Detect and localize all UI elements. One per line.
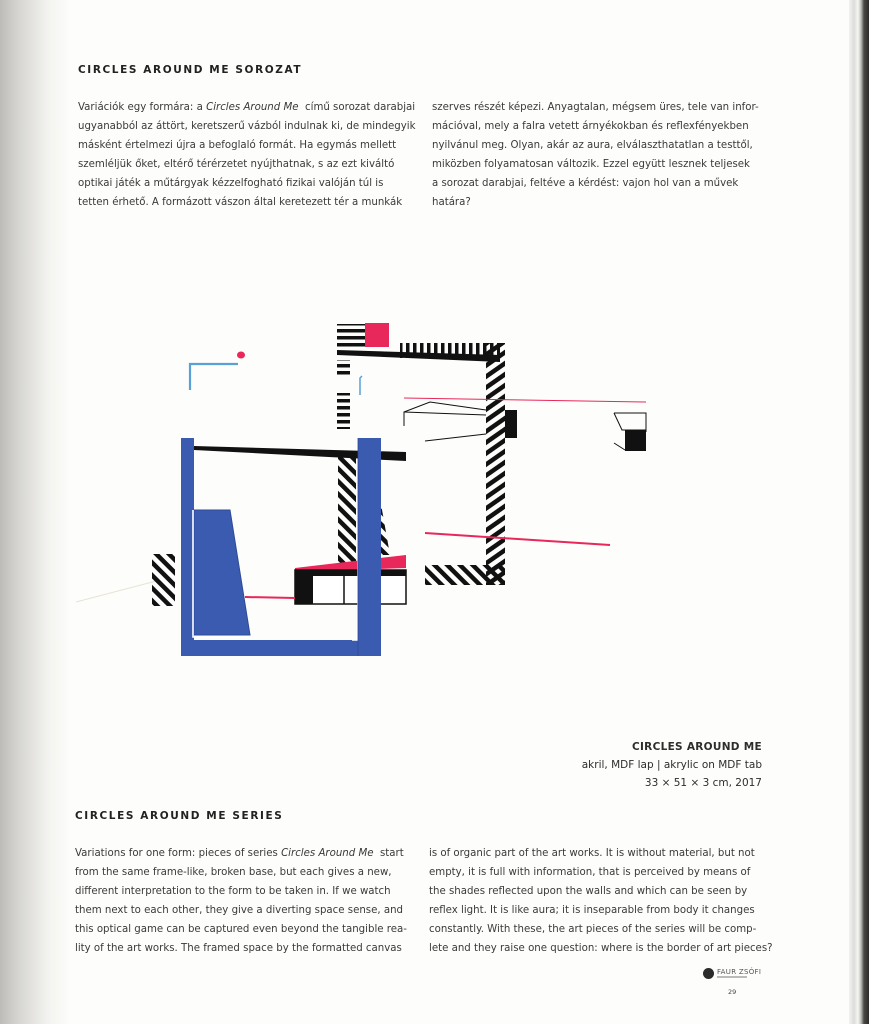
caption-medium: akril, MDF lap | akrylic on MDF tab <box>581 759 762 771</box>
text-line: szemléljük őket, eltérő térérzetet nyújthatnak, s az ezt kiváltó <box>78 159 395 170</box>
paragraph-en-col2 <box>429 844 773 958</box>
text-line: constantly. With these, the art pieces of the series will be comp- <box>429 924 757 935</box>
text-line: them next to each other, they give a diverting space sense, and <box>75 905 404 916</box>
paragraph-hu-col2 <box>432 98 759 212</box>
black-block <box>505 410 517 438</box>
pink-floor-line <box>245 597 295 598</box>
striped-bottom-bar <box>425 565 505 585</box>
wall-shadow-line <box>76 580 160 602</box>
text-line: Variációk egy formára: a Circles Around Me című sorozat darabjai <box>78 102 416 113</box>
text-line: this optical game can be captured even beyond the tangible rea- <box>75 924 407 935</box>
page-edge <box>849 0 869 1024</box>
pink-line <box>425 533 610 545</box>
cube-black-face <box>625 430 646 451</box>
striped-left-stub-2 <box>337 393 350 429</box>
paragraph-en-col1 <box>75 844 407 958</box>
light-blue-tick <box>360 376 362 395</box>
text-line: different interpretation to the form to be taken in. If we watch <box>75 886 391 897</box>
text-line: Variations for one form: pieces of series Circles Around Me start <box>75 848 404 859</box>
text-line: from the same frame-like, broken base, but each gives a new, <box>75 867 392 878</box>
blue-right-post <box>358 438 381 656</box>
pink-dot <box>237 352 245 359</box>
text-line: másként értelmezi újra a befoglaló formát. Ha egymás mellett <box>78 140 397 151</box>
text-line: is of organic part of the art works. It is without material, but not <box>429 848 755 859</box>
pink-square <box>365 323 389 347</box>
striped-middle-column <box>338 455 356 570</box>
page-gutter-shadow <box>0 0 70 1024</box>
logo-subtitle <box>717 976 747 978</box>
text-line: szerves részét képezi. Anyagtalan, mégsem üres, tele van infor- <box>432 102 759 113</box>
section-heading-hu: CIRCLES AROUND ME SOROZAT <box>78 64 303 76</box>
text-line: miközben folyamatosan változik. Ezzel együtt lesznek teljesek <box>432 159 750 170</box>
box-black-side <box>295 570 313 604</box>
striped-left-stub <box>337 360 350 378</box>
striped-left-block <box>152 554 175 606</box>
blue-wedge <box>194 510 250 635</box>
pink-horizon-line <box>404 398 646 402</box>
logo-name: FAUR ZSÓFI <box>717 968 762 976</box>
artwork-image <box>70 310 670 690</box>
text-line: tetten érhető. A formázott vászon által keretezett tér a munkák <box>78 197 403 208</box>
page-number: 29 <box>728 988 737 996</box>
logo-circle-icon <box>703 968 714 979</box>
paragraph-hu-col1 <box>78 98 416 212</box>
light-blue-bracket <box>190 364 238 390</box>
striped-top-bar <box>400 343 500 358</box>
striped-block <box>337 324 367 350</box>
text-line: nyilvánul meg. Olyan, akár az aura, elválaszthatatlan a testtől, <box>432 140 753 151</box>
text-line: optikai játék a műtárgyak kézzelfogható fizikai valóján túl is <box>78 178 384 189</box>
text-line: határa? <box>432 197 471 208</box>
section-heading-en: CIRCLES AROUND ME SERIES <box>75 810 284 822</box>
thin-frame-line <box>404 412 486 415</box>
caption-dimensions: 33 × 51 × 3 cm, 2017 <box>644 777 762 789</box>
text-line: reflex light. It is like aura; it is inseparable from body it changes <box>429 905 755 916</box>
text-line: mációval, mely a falra vetett árnyékokban és reflexfényekben <box>432 121 749 132</box>
text-line: empty, it is full with information, that is perceived by means of <box>429 867 751 878</box>
artwork-caption <box>582 738 762 792</box>
thin-frame-line <box>425 434 486 441</box>
text-line: lity of the art works. The framed space by the formatted canvas <box>75 943 402 954</box>
caption-title: CIRCLES AROUND ME <box>631 741 762 753</box>
text-line: ugyanabból az áttört, keretszerű vázból indulnak ki, de mindegyik <box>78 121 416 132</box>
text-line: a sorozat darabjai, feltéve a kérdést: vajon hol van a művek <box>432 178 739 189</box>
striped-right-column <box>486 343 505 585</box>
text-line: lete and they raise one question: where is the border of art pieces? <box>429 943 773 954</box>
text-line: the shades reflected upon the walls and which can be seen by <box>429 886 748 897</box>
